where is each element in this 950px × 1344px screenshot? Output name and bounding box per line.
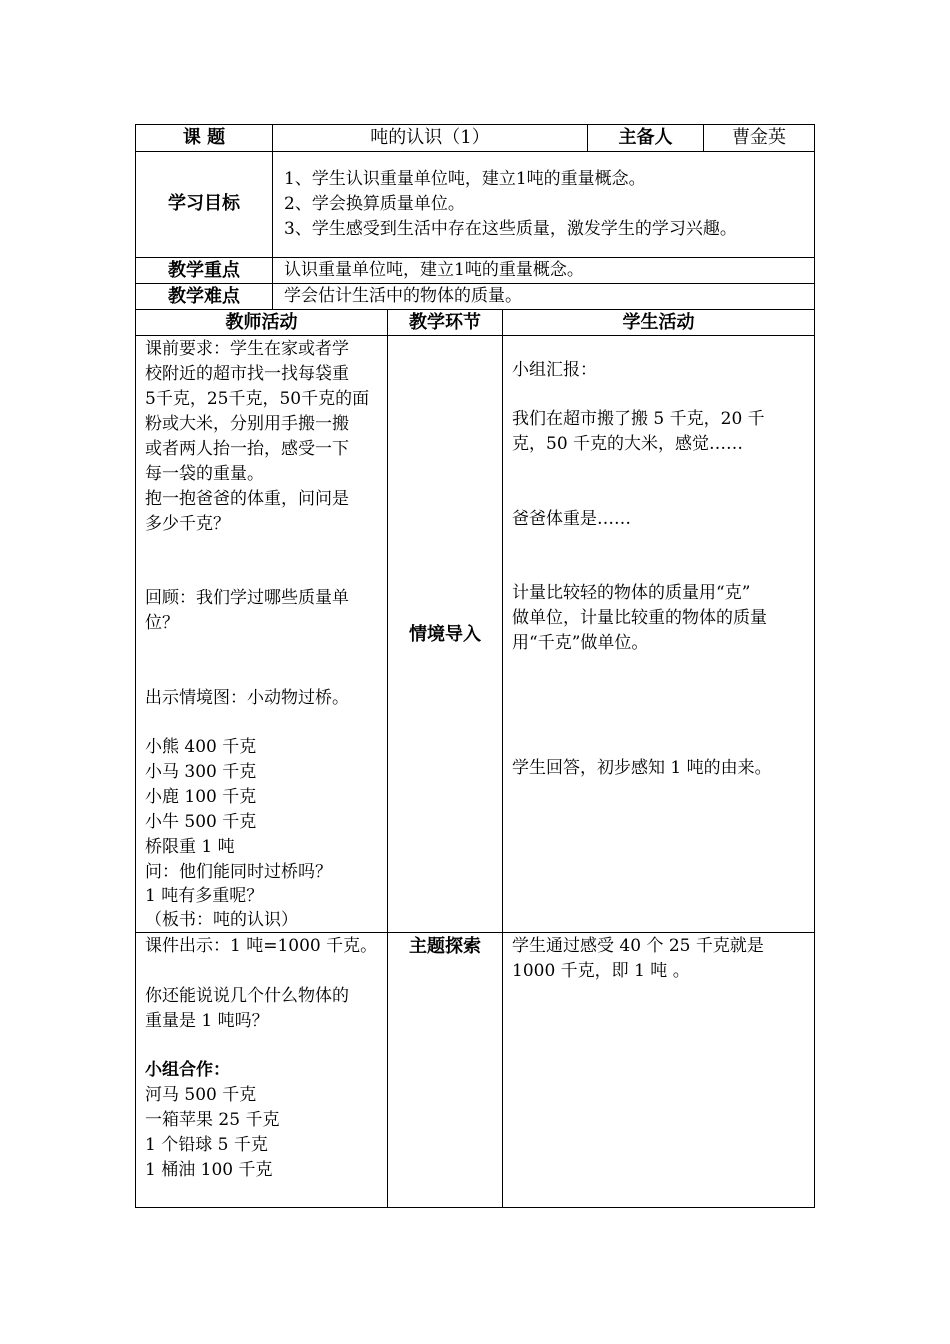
- grid-line: [814, 124, 815, 1207]
- grid-line: [135, 1207, 815, 1208]
- grid-line: [272, 124, 273, 309]
- teacher-line: 5千克，25千克，50千克的面: [145, 389, 370, 409]
- teacher-line: 校附近的超市找一找每袋重: [145, 364, 349, 384]
- teacher-line: 或者两人抬一抬，感受一下: [145, 439, 349, 459]
- key-point-value: 认识重量单位吨，建立1吨的重量概念。: [284, 260, 584, 280]
- topic-value: 吨的认识（1）: [370, 127, 490, 148]
- teacher-line: 一箱苹果 25 千克: [145, 1110, 280, 1130]
- student-line: 计量比较轻的物体的质量用“克”: [512, 583, 751, 603]
- difficulty-value: 学会估计生活中的物体的质量。: [284, 286, 522, 306]
- grid-line: [387, 309, 388, 1207]
- preparer-value: 曹金英: [732, 127, 786, 148]
- student-line: 做单位，计量比较重的物体的质量: [512, 608, 767, 628]
- teacher-line: （板书：吨的认识）: [145, 910, 298, 930]
- teacher-line: 课件出示：1 吨=1000 千克。: [145, 936, 378, 956]
- teacher-line: 1 桶油 100 千克: [145, 1160, 273, 1180]
- grid-line: [502, 309, 503, 1207]
- section2-stage: 主题探索: [409, 936, 481, 957]
- student-line: 学生回答，初步感知 1 吨的由来。: [512, 758, 772, 778]
- teacher-line: 河马 500 千克: [145, 1085, 257, 1105]
- student-line: 爸爸体重是……: [512, 509, 631, 529]
- teacher-line: 抱一抱爸爸的体重，问问是: [145, 489, 349, 509]
- teacher-line: 位？: [145, 613, 179, 633]
- teacher-line: 桥限重 1 吨: [145, 837, 235, 857]
- teacher-line: 每一袋的重量。: [145, 464, 264, 484]
- column-header-student: 学生活动: [622, 312, 695, 333]
- grid-line: [135, 151, 815, 152]
- teacher-line: 回顾：我们学过哪些质量单: [145, 588, 349, 608]
- student-line: 用“千克”做单位。: [512, 633, 649, 653]
- teacher-line: 问：他们能同时过桥吗？: [145, 862, 332, 882]
- difficulty-label: 教学难点: [168, 286, 240, 307]
- objectives-label: 学习目标: [168, 193, 240, 214]
- teacher-line: 多少千克？: [145, 514, 230, 534]
- section1-stage: 情境导入: [409, 624, 481, 645]
- column-header-stage: 教学环节: [409, 312, 481, 333]
- topic-label: 课 题: [182, 127, 226, 148]
- teacher-line: 小马 300 千克: [145, 762, 257, 782]
- student-line: 学生通过感受 40 个 25 千克就是: [512, 936, 764, 956]
- preparer-label: 主备人: [618, 127, 673, 148]
- key-point-label: 教学重点: [168, 260, 240, 281]
- objective-item: 1、学生认识重量单位吨，建立1吨的重量概念。: [284, 169, 646, 189]
- student-line: 1000 千克，即 1 吨 。: [512, 961, 690, 981]
- teacher-line: 小鹿 100 千克: [145, 787, 257, 807]
- grid-line: [135, 335, 815, 336]
- teacher-line: 重量是 1 吨吗？: [145, 1011, 269, 1031]
- teacher-line: 粉或大米，分别用手搬一搬: [145, 414, 349, 434]
- teacher-line: 1 吨有多重呢？: [145, 886, 264, 906]
- teacher-line: 1 个铅球 5 千克: [145, 1135, 268, 1155]
- student-line: 克，50 千克的大米，感觉……: [512, 434, 744, 454]
- teacher-line: 小牛 500 千克: [145, 812, 257, 832]
- objective-item: 2、学会换算质量单位。: [284, 194, 465, 214]
- teacher-line: 课前要求：学生在家或者学: [145, 339, 349, 359]
- teacher-line: 小熊 400 千克: [145, 737, 257, 757]
- objective-item: 3、学生感受到生活中存在这些质量，激发学生的学习兴趣。: [284, 219, 737, 239]
- teacher-line: 你还能说说几个什么物体的: [145, 986, 349, 1006]
- column-header-teacher: 教师活动: [225, 312, 298, 333]
- teacher-line: 出示情境图：小动物过桥。: [145, 688, 349, 708]
- student-line: 小组汇报：: [512, 360, 597, 380]
- teacher-line: 小组合作：: [145, 1060, 230, 1080]
- student-line: 我们在超市搬了搬 5 千克，20 千: [512, 409, 765, 429]
